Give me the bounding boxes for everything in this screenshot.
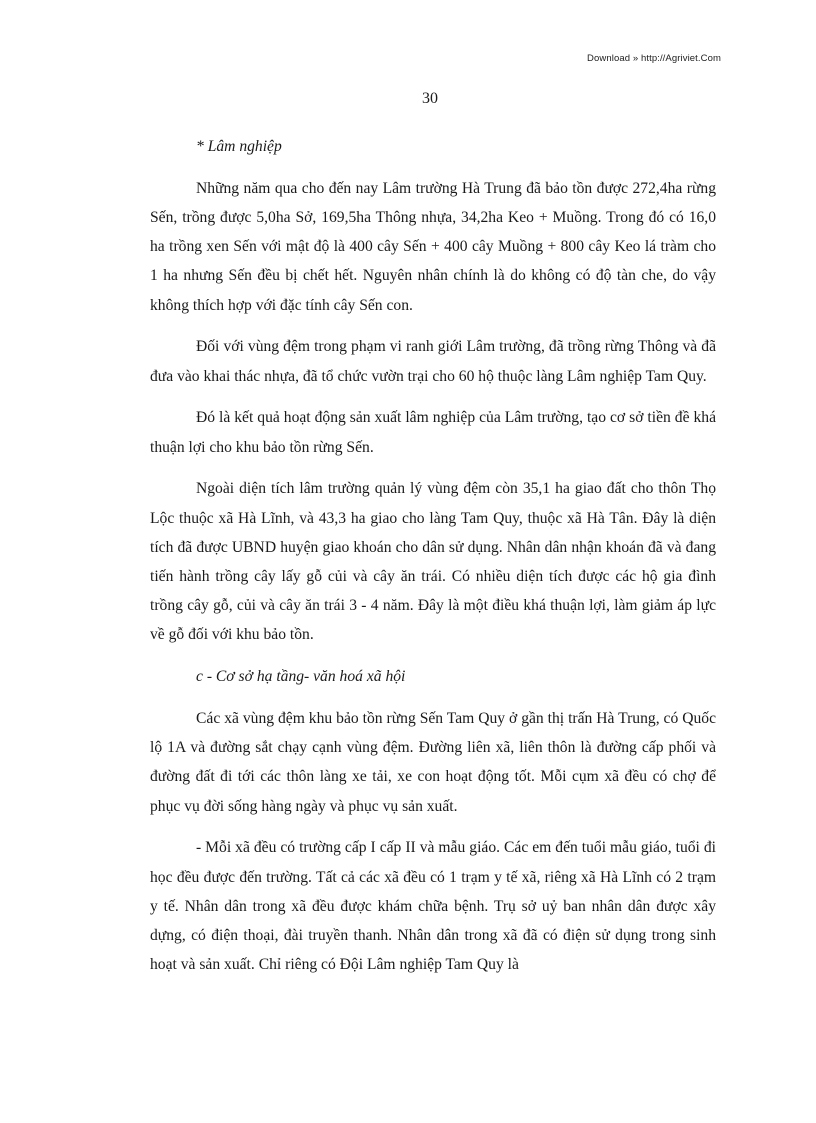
paragraph: - Mỗi xã đều có trường cấp I cấp II và mẫu giáo. Các em đến tuổi mẫu giáo, tuổi đi học đều được đến trường. Tất cả các xã đều có 1 trạm y tế xã, riêng xã Hà Lĩnh có 2 trạm y tế. Nhân dân trong xã đều được khám chữa bệnh. Trụ sở uỷ ban nhân dân được xây dựng, có điện thoại, đài truyền thanh. Nhân dân trong xã đã có điện sử dụng trong sinh hoạt và sản xuất. Chỉ riêng có Đội Lâm nghiệp Tam Quy là — [150, 839, 716, 974]
section-heading-forestry: * Lâm nghiệp — [196, 138, 282, 155]
document-body — [150, 132, 716, 979]
paragraph: Các xã vùng đệm khu bảo tồn rừng Sến Tam Quy ở gần thị trấn Hà Trung, có Quốc lộ 1A và đường sắt chạy cạnh vùng đệm. Đường liên xã, liên thôn là đường cấp phối và đường đất đi tới các thôn làng xe tải, xe con hoạt động tốt. Mỗi cụm xã đều có chợ để phục vụ đời sống hàng ngày và phục vụ sản xuất. — [150, 710, 716, 815]
paragraph: Đó là kết quả hoạt động sản xuất lâm nghiệp của Lâm trường, tạo cơ sở tiền đề khá thuận lợi cho khu bảo tồn rừng Sến. — [150, 409, 716, 456]
page-number: 30 — [422, 90, 438, 107]
section-heading-infrastructure: c - Cơ sở hạ tầng- văn hoá xã hội — [196, 668, 406, 686]
download-source-link[interactable]: Download » http://Agriviet.Com — [587, 53, 721, 64]
paragraph: Đối với vùng đệm trong phạm vi ranh giới Lâm trường, đã trồng rừng Thông và đã đưa vào khai thác nhựa, đã tổ chức vườn trại cho 60 hộ thuộc làng Lâm nghiệp Tam Quy. — [150, 338, 716, 385]
paragraph: Những năm qua cho đến nay Lâm trường Hà Trung đã bảo tồn được 272,4ha rừng Sến, trồng được 5,0ha Sở, 169,5ha Thông nhựa, 34,2ha Keo + Muồng. Trong đó có 16,0 ha trồng xen Sến với mật độ là 400 cây Sến + 400 cây Muồng + 800 cây Keo lá tràm cho 1 ha nhưng Sến đều bị chết hết. Nguyên nhân chính là do không có độ tàn che, do vậy không thích hợp với đặc tính cây Sến con. — [150, 179, 716, 314]
paragraph: Ngoài diện tích lâm trường quản lý vùng đệm còn 35,1 ha giao đất cho thôn Thọ Lộc thuộc xã Hà Lĩnh, và 43,3 ha giao cho làng Tam Quy, thuộc xã Hà Tân. Đây là diện tích đã được UBND huyện giao khoán cho dân sử dụng. Nhân dân nhận khoán đã và đang tiến hành trồng cây lấy gỗ củi và cây ăn trái. Có nhiều diện tích được các hộ gia đình trồng cây gỗ, củi và cây ăn trái 3 - 4 năm. Đây là một điều khá thuận lợi, làm giảm áp lực về gỗ đối với khu bảo tồn. — [150, 480, 716, 644]
